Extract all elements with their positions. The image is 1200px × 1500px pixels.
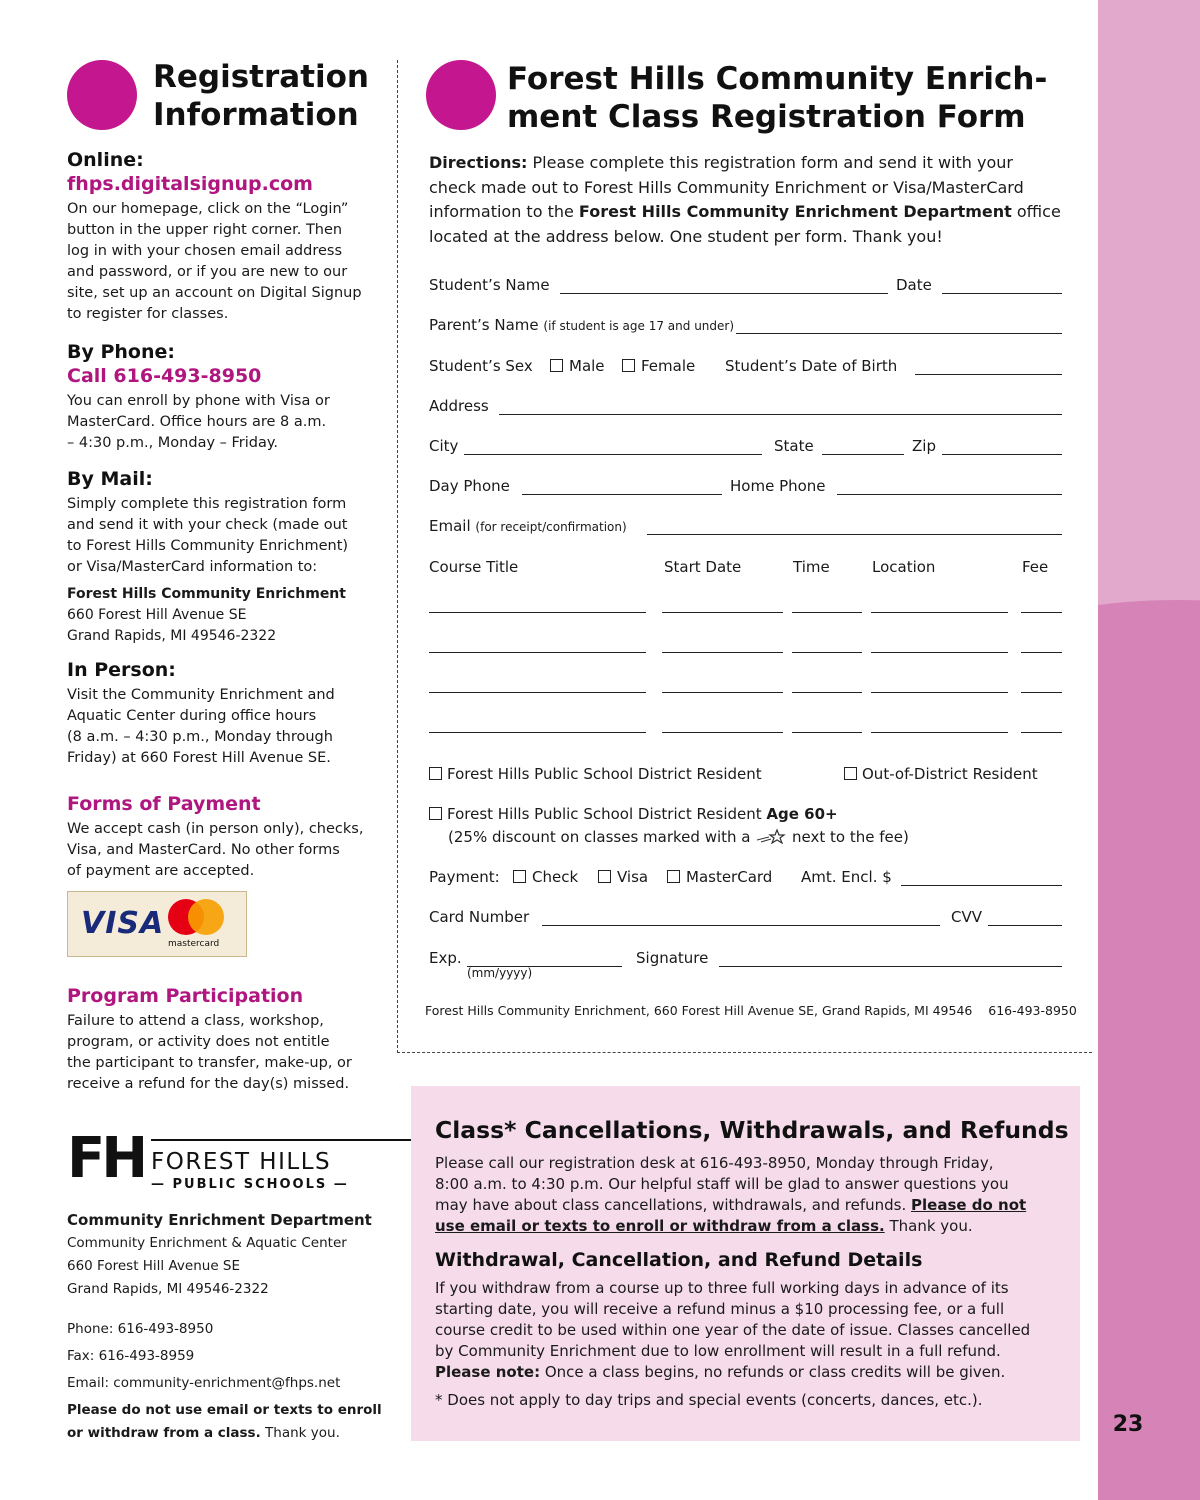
address-field[interactable]: [499, 414, 1062, 415]
course-title-field[interactable]: [429, 732, 646, 733]
mail-text: [67, 494, 387, 578]
senior-label: Forest Hills Public School District Resident: [447, 805, 767, 823]
amount-field[interactable]: [901, 885, 1062, 886]
parent-name-text: Parent’s Name: [429, 316, 539, 334]
text-line: the participant to transfer, make-up, or: [67, 1055, 352, 1071]
dept-street: 660 Forest Hill Avenue SE: [67, 1258, 241, 1274]
mastercard-checkbox[interactable]: [667, 870, 680, 883]
online-heading: Online:: [67, 149, 144, 171]
parent-name-label: [429, 316, 734, 334]
text-line: Friday) at 660 Forest Hill Avenue SE.: [67, 750, 331, 766]
fee-field[interactable]: [1021, 732, 1062, 733]
row-parent-name: [429, 312, 1062, 340]
day-phone-label: Day Phone: [429, 477, 510, 495]
fee-field[interactable]: [1021, 612, 1062, 613]
phone-heading: By Phone:: [67, 341, 175, 363]
city-field[interactable]: [464, 454, 762, 455]
person-section: [67, 658, 387, 769]
payment-heading: Forms of Payment: [67, 793, 261, 815]
start-date-field[interactable]: [662, 732, 783, 733]
female-option[interactable]: [622, 357, 695, 375]
signature-field[interactable]: [719, 966, 1062, 967]
dept-note-end: Thank you.: [260, 1425, 340, 1441]
discount-note: [429, 826, 1069, 849]
course-title-header: Course Title: [429, 558, 519, 576]
text-line: to register for classes.: [67, 306, 229, 322]
text-line: or Visa/MasterCard information to:: [67, 559, 318, 575]
text-underlined: Please do not: [911, 1196, 1027, 1214]
participation-section: [67, 984, 387, 1095]
dept-city: Grand Rapids, MI 49546-2322: [67, 1281, 269, 1297]
dob-label: Student’s Date of Birth: [725, 357, 898, 375]
cvv-label: CVV: [951, 908, 982, 926]
phone-text: [67, 391, 387, 454]
mastercard-label: MasterCard: [686, 868, 773, 886]
senior-resident: [429, 803, 1069, 849]
check-checkbox[interactable]: [513, 870, 526, 883]
male-option[interactable]: [550, 357, 605, 375]
course-table-header: [429, 554, 1062, 582]
visa-checkbox[interactable]: [598, 870, 611, 883]
start-date-field[interactable]: [662, 612, 783, 613]
text-line: Failure to attend a class, workshop,: [67, 1013, 324, 1029]
time-field[interactable]: [792, 612, 862, 613]
text-line: may have about class cancellations, withdrawals, and refunds.: [435, 1196, 912, 1214]
time-field[interactable]: [792, 692, 862, 693]
fh-monogram: FH: [67, 1126, 145, 1191]
text-line: On our homepage, click on the “Login”: [67, 201, 349, 217]
directions-label: Directions:: [429, 153, 528, 172]
female-label: Female: [641, 357, 696, 375]
text-line: Visit the Community Enrichment and: [67, 687, 335, 703]
check-label: Check: [532, 868, 579, 886]
text-line: site, set up an account on Digital Signup: [67, 285, 362, 301]
side-band: [1098, 0, 1200, 1500]
payment-cards-logo: [67, 891, 247, 957]
phone-section: [67, 340, 387, 454]
date-field[interactable]: [942, 293, 1062, 294]
text-line: – 4:30 p.m., Monday – Friday.: [67, 435, 278, 451]
visa-label: Visa: [617, 868, 649, 886]
mail-address: [67, 584, 387, 647]
participation-heading: Program Participation: [67, 985, 304, 1007]
row-address: [429, 393, 1062, 421]
row-student-name: [429, 272, 1062, 300]
text-line: button in the upper right corner. Then: [67, 222, 343, 238]
refund-details-paragraph: [435, 1278, 1065, 1383]
text-line: by Community Enrichment due to low enrollment will result in a full refund.: [435, 1342, 1001, 1360]
row-exp-signature: [429, 945, 1062, 985]
online-link[interactable]: fhps.digitalsignup.com: [67, 173, 313, 195]
sex-label: Student’s Sex: [429, 357, 533, 375]
address-name: Forest Hills Community Enrichment: [67, 586, 346, 602]
text-line: 8:00 a.m. to 4:30 p.m. Our helpful staff will be glad to answer questions you: [435, 1175, 1009, 1193]
forest-hills-logo: [67, 1126, 357, 1195]
course-title-field[interactable]: [429, 652, 646, 653]
zip-field[interactable]: [942, 454, 1062, 455]
out-of-district-checkbox[interactable]: [844, 767, 857, 780]
column-divider: [397, 60, 398, 1053]
section-dot: [426, 60, 496, 130]
dept-email[interactable]: Email: community-enrichment@fhps.net: [67, 1375, 341, 1391]
state-label: State: [774, 437, 814, 455]
start-date-header: Start Date: [664, 558, 742, 576]
city-label: City: [429, 437, 459, 455]
senior-checkbox[interactable]: [429, 807, 442, 820]
form-title-line2: ment Class Registration Form: [507, 99, 1026, 135]
text-line: and password, or if you are new to our: [67, 264, 348, 280]
text-line: Visa, and MasterCard. No other forms: [67, 842, 340, 858]
dept-fax: Fax: 616-493-8959: [67, 1348, 195, 1364]
text-line: course credit to be used within one year of the date of issue. Classes cancelled: [435, 1321, 1031, 1339]
state-field[interactable]: [822, 454, 904, 455]
location-field[interactable]: [871, 652, 1008, 653]
text-line: We accept cash (in person only), checks,: [67, 821, 364, 837]
time-field[interactable]: [792, 652, 862, 653]
card-number-field[interactable]: [542, 925, 940, 926]
text-line: check made out to Forest Hills Community Enrichment or Visa/MasterCard: [429, 177, 1024, 197]
cancellation-box: [411, 1086, 1080, 1441]
cancellation-title: Class* Cancellations, Withdrawals, and Refunds: [435, 1116, 1069, 1144]
text-line: to Forest Hills Community Enrichment): [67, 538, 349, 554]
note-label: Please note:: [435, 1363, 541, 1381]
dept-note: [67, 1399, 387, 1445]
star-icon: [755, 828, 787, 844]
dept-name: Community Enrichment Department: [67, 1211, 372, 1229]
text-line: MasterCard. Office hours are 8 a.m.: [67, 414, 327, 430]
time-header: Time: [793, 558, 830, 576]
mastercard-yellow-circle: [188, 899, 224, 935]
fee-field[interactable]: [1021, 692, 1062, 693]
form-title-line1: Forest Hills Community Enrich-: [507, 61, 1048, 97]
student-name-label: Student’s Name: [429, 276, 550, 294]
home-phone-label: Home Phone: [730, 477, 826, 495]
exp-label: Exp.: [429, 949, 462, 967]
dept-phone: Phone: 616-493-8950: [67, 1321, 214, 1337]
logo-rule: [151, 1139, 415, 1141]
email-text: Email: [429, 517, 471, 535]
mail-heading: By Mail:: [67, 468, 153, 490]
text-line: office: [1011, 202, 1061, 221]
form-directions: [429, 151, 1069, 249]
text-line: Thank you.: [884, 1217, 973, 1235]
online-section: [67, 148, 387, 325]
phone-call[interactable]: Call 616-493-8950: [67, 365, 262, 387]
location-field[interactable]: [871, 732, 1008, 733]
form-footer-address: Forest Hills Community Enrichment, 660 Forest Hill Avenue SE, Grand Rapids, MI 49546 616-493-8950: [425, 1003, 1077, 1018]
senior-age: Age 60+: [766, 805, 838, 823]
row-payment: [429, 864, 1062, 892]
person-text: [67, 685, 387, 769]
email-label: [429, 517, 627, 535]
exp-note: (mm/yyyy): [467, 966, 533, 980]
senior-option[interactable]: [429, 803, 1069, 826]
female-checkbox[interactable]: [622, 359, 635, 372]
date-label: Date: [896, 276, 932, 294]
day-phone-field[interactable]: [522, 494, 722, 495]
amount-label: Amt. Encl. $: [801, 868, 892, 886]
out-of-district-label: Out-of-District Resident: [862, 765, 1038, 783]
start-date-field[interactable]: [662, 652, 783, 653]
mail-section: [67, 467, 387, 647]
course-title-field[interactable]: [429, 692, 646, 693]
text-line: receive a refund for the day(s) missed.: [67, 1076, 350, 1092]
text-line: located at the address below. One student per form. Thank you!: [429, 226, 943, 246]
row-phones: [429, 473, 1062, 501]
location-header: Location: [872, 558, 936, 576]
home-phone-field[interactable]: [837, 494, 1062, 495]
discount-text: (25% discount on classes marked with a: [448, 828, 756, 846]
discount-text: next to the fee): [787, 828, 909, 846]
dept-center: Community Enrichment & Aquatic Center: [67, 1235, 347, 1251]
section-dot: [67, 60, 137, 130]
parent-name-field[interactable]: [736, 333, 1062, 334]
text-line: You can enroll by phone with Visa or: [67, 393, 330, 409]
text-line: If you withdraw from a course up to three full working days in advance of its: [435, 1279, 1009, 1297]
text-line: Aquatic Center during office hours: [67, 708, 317, 724]
course-title-field[interactable]: [429, 612, 646, 613]
text-line: log in with your chosen email address: [67, 243, 342, 259]
male-checkbox[interactable]: [550, 359, 563, 372]
logo-name: FOREST HILLS: [151, 1149, 332, 1175]
text-line: program, or activity does not entitle: [67, 1034, 330, 1050]
dept-note-bold: or withdraw from a class.: [67, 1425, 261, 1441]
location-field[interactable]: [871, 692, 1008, 693]
payment-label: Payment:: [429, 868, 500, 886]
out-of-district-option[interactable]: [844, 765, 1038, 783]
text-line: starting date, you will receive a refund minus a $10 processing fee, or a full: [435, 1300, 1005, 1318]
resident-checkbox[interactable]: [429, 767, 442, 780]
parent-name-note: (if student is age 17 and under): [543, 319, 735, 333]
address-street: 660 Forest Hill Avenue SE: [67, 607, 247, 623]
page-number: 23: [1112, 1412, 1144, 1437]
text-line: information to the: [429, 202, 579, 221]
text-bold: Forest Hills Community Enrichment Department: [578, 202, 1012, 221]
address-city: Grand Rapids, MI 49546-2322: [67, 628, 277, 644]
form-cut-line: [397, 1052, 1092, 1053]
cvv-field[interactable]: [988, 925, 1062, 926]
left-title-line1: Registration: [153, 59, 370, 95]
resident-option[interactable]: [429, 765, 762, 783]
time-field[interactable]: [792, 732, 862, 733]
text-line: and send it with your check (made out: [67, 517, 348, 533]
course-table: [429, 612, 1062, 742]
location-field[interactable]: [871, 612, 1008, 613]
visa-logo: VISA: [81, 906, 165, 941]
cancellation-paragraph: [435, 1153, 1065, 1237]
text-line: (8 a.m. – 4:30 p.m., Monday through: [67, 729, 333, 745]
dept-note-line1: Please do not use email or texts to enroll: [67, 1402, 382, 1418]
email-note: (for receipt/confirmation): [475, 520, 627, 534]
row-card-number: [429, 904, 1062, 932]
signature-label: Signature: [636, 949, 709, 967]
visa-option[interactable]: [598, 868, 648, 886]
side-band-lower: [1098, 640, 1200, 1500]
email-field[interactable]: [647, 534, 1062, 535]
text-underlined: use email or texts to enroll or withdraw from a class.: [435, 1217, 885, 1235]
form-title: [507, 60, 1047, 136]
payment-section: [67, 792, 387, 882]
refund-details-subtitle: Withdrawal, Cancellation, and Refund Details: [435, 1249, 923, 1271]
start-date-field[interactable]: [662, 692, 783, 693]
address-label: Address: [429, 397, 489, 415]
text-line: Once a class begins, no refunds or class credits will be given.: [540, 1363, 1006, 1381]
footnote: * Does not apply to day trips and special events (concerts, dances, etc.).: [435, 1391, 983, 1409]
dept-contact: [67, 1208, 387, 1445]
dob-field[interactable]: [915, 374, 1062, 375]
card-number-label: Card Number: [429, 908, 530, 926]
row-city-state-zip: [429, 433, 1062, 461]
left-title-line2: Information: [153, 97, 359, 133]
participation-text: [67, 1011, 387, 1095]
text-line: Please call our registration desk at 616-493-8950, Monday through Friday,: [435, 1154, 994, 1172]
text-line: of payment are accepted.: [67, 863, 255, 879]
student-name-field[interactable]: [560, 293, 888, 294]
online-text: [67, 199, 387, 325]
payment-text: [67, 819, 387, 882]
mastercard-logo-text: mastercard: [168, 939, 220, 949]
left-title: [153, 58, 369, 134]
mastercard-option[interactable]: [667, 868, 772, 886]
logo-subtitle: — PUBLIC SCHOOLS —: [151, 1177, 349, 1192]
fee-field[interactable]: [1021, 652, 1062, 653]
resident-label: Forest Hills Public School District Resident: [447, 765, 762, 783]
male-label: Male: [569, 357, 605, 375]
row-email: [429, 513, 1062, 541]
text-line: Simply complete this registration form: [67, 496, 347, 512]
text-line: Please complete this registration form and send it with your: [527, 153, 1013, 172]
fee-header: Fee: [1022, 558, 1049, 576]
row-residency: [429, 761, 1062, 789]
zip-label: Zip: [912, 437, 936, 455]
person-heading: In Person:: [67, 659, 176, 681]
check-option[interactable]: [513, 868, 578, 886]
row-sex-dob: [429, 353, 1062, 381]
